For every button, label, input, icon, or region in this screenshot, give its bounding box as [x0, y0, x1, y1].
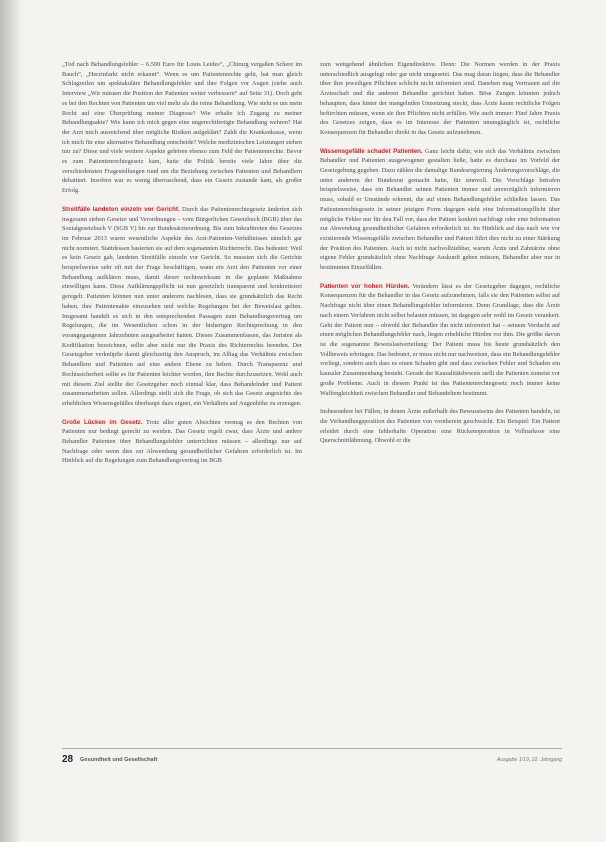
right-column	[320, 60, 560, 455]
subheading-huerden: Patienten vor hohen Hürden.	[320, 282, 410, 290]
paragraph-intro: „Tod nach Behandlungsfehler – 6.500 Euro für Louis Leides“, „Chirurg vergaßen Schere im Bauch“, „Herzinfarkt nicht erkannt“. Wenn es um Patientenrechte geht, hat man gleich Schlagzeilen um spektakuläre Behandlungsfehler und ihre Folgen vor Augen (siehe auch Interview „Wir müssen die Position der Patienten weiter verbessern“ auf Seite 31). Doch geht es bei den Rechten von Patienten um viel mehr als die reine Behandlung. Wie steht es um mein Recht auf eine Überprüfung meiner Diagnose? Wie erhalte ich Zugang zu meiner Behandlungsakte? Wie kann ich mich gegen eine ungerechtfertigte Behandlung wehren? Hat der Arzt mich ausreichend über mögliche Risiken aufgeklärt? Zahlt die Krankenkasse, wenn ich mich für eine alternative Behandlung entscheide? Welche medizinischen Leistungen stehen mir zu? Diese und viele weitere Aspekte gehören ebenso zum Feld der Patientenrechte. Bevor es zum Patientenrechtegesetz kam, hatte die Politik bereits viele Jahre über die verschiedensten Fragestellungen rund um die Beziehung zwischen Patienten und Behandlern debattiert. Insofern war es wenig überraschend, dass ein Gesetz zustande kam, als großer Erfolg.	[62, 61, 302, 195]
paragraph-wissensgefaelle	[320, 147, 560, 273]
paragraph-wissensgefaelle-text: Ganz leicht dafür, wie sich das Verhältnis zwischen Behandler und Patienten ausgewogener gestalten ließe, hatte es durchaus im Vorfeld der Gesetzgebung gegeben. Dazu zählen die damalige Bundesregierung Änderungsvorschläge, die unter anderem der Bundesrat gemacht hatte, für sinnvoll. Die Vorschläge betrafen beispielsweise, dass ein Behandler seinen Patienten immer und unverzüglich informieren muss, sobald er Umstände erkennt, die auf einen Behandlungsfehler schließen lassen. Das Patientenrechtegesetz in seiner jetzigen Form dagegen sieht eine Informationspflicht über mögliche Fehler nur für den Fall vor, dass der Patient konkret nachfragt oder eine Information zur Abwendung gesundheitlicher Gefahren erforderlich ist. Im Hinblick auf das nach wie vor existierende Wissensgefälle zwischen Behandler und Patient führt dies nicht zu einer Stärkung der Position des Patienten. Auch ist nicht nachvollziehbar, warum Ärzte und Zahnärzte ohne eigene Fehler grundsätzlich ohne Nachfrage Auskunft geben müssen, Behandler aber nur in bestimmten Einzelfällen.	[320, 147, 561, 272]
spine-shadow	[0, 0, 22, 842]
page-footer	[62, 752, 562, 766]
footer-divider	[62, 748, 562, 749]
paragraph-huerden-text: Verändern lässt es der Gesetzgeber dagegen, rechtliche Konsequenzen für die Behandler in das Gesetz aufzunehmen, falls sie den Patienten selbst auf Nachfrage nicht über einen Behandlungsfehler informieren. Denn Grundlage, dass die Ärzte nach einem Verfahren nicht selbst belasten müssen, ist dagegen sehr wohl im Gesetz verankert. Geht der Patient nun – obwohl der Behandler ihn nicht informiert hat – seinem Verdacht auf einen möglichen Behandlungsfehler nach, liegen erhebliche Hürden vor ihm. Die größte davon ist die sogenannte Beweislastverteilung: Der Patient muss bis heute grundsätzlich den Vollbeweis erbringen. Das bedeutet, er muss nicht nur nachweisen, dass ein Behandlungsfehler vorliegt, sondern auch dass es einen Schaden gibt und dass zwischen Fehler und Schaden ein kausaler Zusammenhang besteht. Gerade der Kausalitätsbeweis stellt die Patienten zumeist vor große Probleme. Auch in diesem Punkt ist das Patientenrechtegesetz noch immer keine Waffengleichheit zwischen Behandler und Behandeltem bestimmt.	[320, 282, 560, 397]
section-title: Gesundheit und Gesellschaft	[80, 757, 158, 763]
subheading-streitfaelle: Streitfälle landeten einzeln vor Gericht.	[62, 205, 180, 213]
paragraph-huerden	[320, 282, 560, 398]
page-number: 28	[62, 754, 74, 765]
paragraph-luecken	[62, 418, 302, 467]
paragraph-streitfaelle	[62, 205, 302, 409]
paragraph-streitfaelle-text: Durch das Patientenrechtegesetz änderten sich insgesamt sieben Gesetze und Verordnungen – vom Bürgerlichen Gesetzbuch (BGB) über das Sozialgesetzbuch V (SGB V) bis zur Bundesärzteordnung. Bis zum Inkrafttreten des Gesetzes im Februar 2013 waren wesentliche Aspekte des Arzt-Patienten-Verhältnisses nämlich gar nicht normiert. Stattdessen basierten sie auf dem sogenannten Richterrecht. Das bedeutet: Weil es kein Gesetz gab, landeten Streitfälle einzeln vor Gericht. So mussten sich die Gerichte beispielsweise sehr oft mit der Frage beschäftigen, wann ein Arzt den Patienten vor einer Behandlung aufklären muss, damit dieser rechtswirksam in die geplante Maßnahme einwilligen kann. Diese Aufklärungspflicht ist nun gesetzlich transparent und konkretisiert geregelt. Patienten können nun unter anderem nachlesen, dass sie grundsätzlich das Recht haben, ihre Patientenakte einzusehen und welche Regelungen bei der Beweislast gelten. Insgesamt handelt es sich in den entsprechenden Passagen zum Behandlungsvertrag um Regelungen, die im Wesentlichen schon in der bisherigen Rechtsprechung in den vorangegangenen Jahrzehnten ausgearbeitet hatten. Dieses Zusammenfassen, das Juristen als Kodifikation bezeichnen, sollte aber nicht nur die Praxis des Richterrechts beenden. Der Gesetzgeber verknüpfte damit gleichzeitig den Anspruch, im Alltag das Verhältnis zwischen Behandlern und Patienten auf eine andere Ebene zu heben. Durch Transparenz und Rechtssicherheit sollte es für Patienten leichter werden, ihre Rechte durchzusetzen. Wohl auch mit diesem Ziel stellte der Gesetzgeber noch einmal klar, dass Behandelnder und Patient zusammenarbeiten sollen. Allerdings stellt sich die Frage, ob sich das Gesetz angesichts des erheblichen Wissensgefälles überhaupt dazu eignet, ein Verhältnis auf Augenhöhe zu erzeugen.	[62, 205, 303, 407]
subheading-wissensgefaelle: Wissensgefälle schadet Patienten.	[320, 147, 423, 155]
left-column	[62, 60, 302, 475]
issue-info: Ausgabe 1/19, 22. Jahrgang	[496, 757, 562, 763]
paragraph-luecken-text: Trotz aller guten Absichten vermag es den Rechten von Patienten nur bedingt gerecht zu werden. Das Gesetz regelt zwar, dass Ärzte und andere Behandler Patienten über Behandlungsfehler unterrichten müssen – allerdings nur auf Nachfrage oder wenn dies zur Abwendung gesundheitlicher Gefahren erforderlich ist. Im Hinblick auf die Regelungen zum Behandlungsvertrag im BGB	[62, 418, 302, 465]
paragraph-final: Insbesondere bei Fällen, in denen Ärzte außerhalb des Bewusstseins des Patienten handeln, ist die Verhandlungsposition des Patienten von vornherein geschwächt. Ein Beispiel: Ein Patient erleidet durch eine fehlerhafte Operation eine Rückenoperation in Vollnarkose eine Querschnittlähmung. Obwohl er die	[320, 408, 560, 445]
paragraph-continued: zum weitgehend ähnlichen Eigendirektive. Denn: Die Normen werden in der Praxis unterschiedlich ausgelegt oder gar nicht umgesetzt. Das mag daran liegen, dass die Behandler über ihre jeweiligen Pflichten schlicht nicht informiert sind. Daneben mag Vertrauen auf die Ärzteschaft und die anderen Behandler gerichtet haben. Böse Zungen könnten jedoch behaupten, dass hinter der mangelnden Umsetzung steckt, dass Ärzte kaum rechtliche Folgen befürchten müssen, wenn sie ihre Pflichten nicht erfüllen. Wie auch immer: Fünf Jahre Praxis des Gesetzes zeigen, dass es im Interesse der Patienten unumgänglich ist, rechtliche Konsequenzen für Behandler direkt in das Gesetz aufzunehmen.	[320, 61, 560, 136]
subheading-luecken: Große Lücken im Gesetz.	[62, 418, 143, 426]
